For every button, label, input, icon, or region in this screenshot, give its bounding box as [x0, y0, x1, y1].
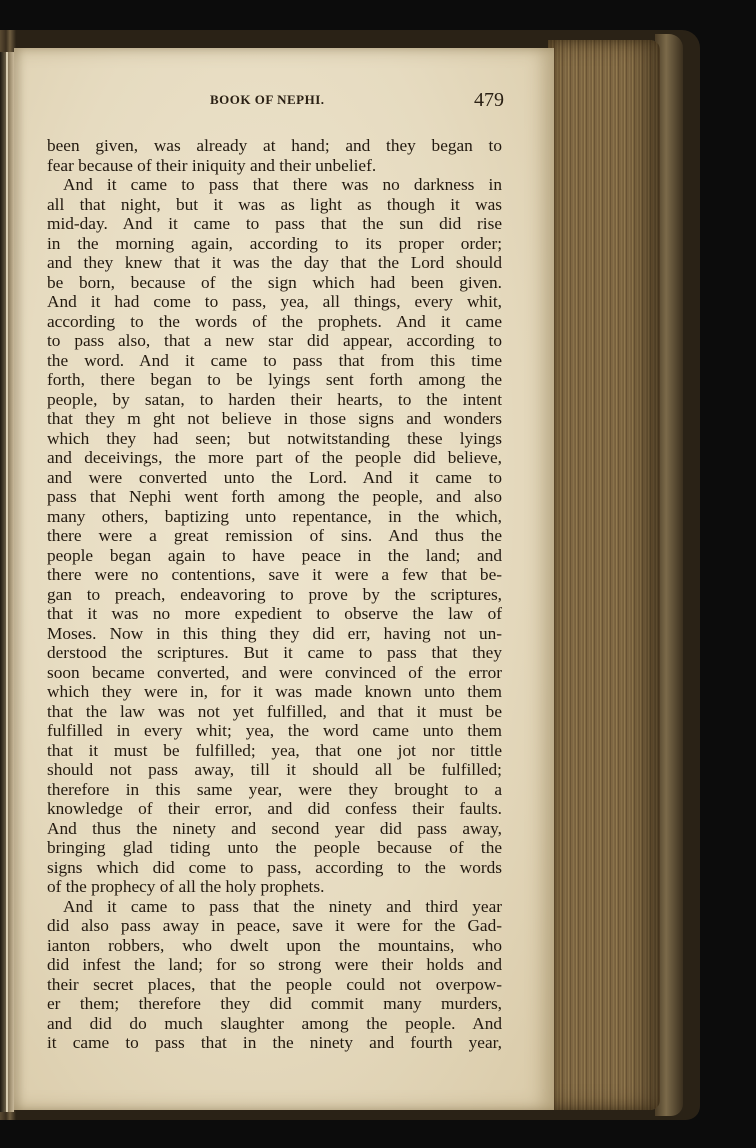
text-line: and did do much slaughter among the people. And [47, 1013, 502, 1033]
text-line: And it came to pass that there was no darkness in [63, 175, 502, 194]
text-line: the word. And it came to pass that from this time [47, 350, 502, 370]
text-line: it came to pass that in the ninety and fourth year, [47, 1033, 502, 1052]
text-line: and they knew that it was the day that the Lord should [47, 253, 502, 272]
text-line: there were a great remission of sins. And thus the [47, 526, 502, 545]
text-line: and deceivings, the more part of the people did believe, [47, 448, 502, 467]
text-line: that it must be fulfilled; yea, that one jot nor tittle [47, 740, 502, 760]
text-line: fulfilled in every whit; yea, the word came unto them [47, 721, 502, 740]
text-line: soon became converted, and were convinced of the error [47, 662, 502, 682]
text-line: signs which did come to pass, according to the words [47, 857, 502, 877]
text-line: And it came to pass that the ninety and third year [63, 896, 502, 916]
text-line: did also pass away in peace, save it were for the Gad- [47, 916, 502, 935]
page-fore-edge [548, 40, 660, 1110]
text-line: been given, was already at hand; and they began to [47, 136, 502, 155]
text-line: in the morning again, according to its proper order; [47, 233, 502, 253]
text-line: that the law was not yet fulfilled, and that it must be [47, 701, 502, 721]
text-line: pass that Nephi went forth among the people, and also [47, 487, 502, 506]
text-line: many others, baptizing unto repentance, in the which, [47, 506, 502, 526]
text-line: And it had come to pass, yea, all things, every whit, [47, 292, 502, 311]
page-number: 479 [474, 89, 504, 111]
text-line: of the prophecy of all the holy prophets. [47, 877, 325, 896]
text-line: all that night, but it was as light as though it was [47, 194, 502, 214]
text-line: their secret places, that the people could not overpow- [47, 974, 502, 994]
text-line: there were no contentions, save it were a few that be- [47, 565, 502, 584]
text-line: should not pass away, till it should all be fulfilled; [47, 760, 502, 779]
text-line: people began again to have peace in the land; and [47, 545, 502, 565]
text-line: gan to preach, endeavoring to prove by the scriptures, [47, 584, 502, 604]
text-line: fear because of their iniquity and their unbelief. [47, 155, 377, 175]
text-line: ianton robbers, who dwelt upon the mountains, who [47, 935, 502, 955]
text-line: er them; therefore they did commit many murders, [47, 994, 502, 1013]
text-line: forth, there began to be lyings sent forth among the [47, 370, 502, 389]
text-line: therefore in this same year, were they brought to a [47, 779, 502, 799]
text-line: knowledge of their error, and did confess their faults. [47, 799, 502, 818]
text-line: did infest the land; for so strong were their holds and [47, 955, 502, 974]
text-line: which they had seen; but notwitstanding these lyings [47, 428, 502, 448]
text-line: according to the words of the prophets. And it came [47, 311, 502, 331]
text-line: that they m ght not believe in those signs and wonders [47, 409, 502, 428]
text-line: to pass also, that a new star did appear, according to [47, 331, 502, 350]
text-line: be born, because of the sign which had been given. [47, 272, 502, 292]
text-line: and were converted unto the Lord. And it came to [47, 467, 502, 487]
text-line: mid-day. And it came to pass that the sun did rise [47, 214, 502, 233]
text-line: And thus the ninety and second year did pass away, [47, 818, 502, 838]
text-line: that it was no more expedient to observe the law of [47, 604, 502, 623]
body-text [47, 136, 502, 1053]
gutter-line [6, 52, 8, 1112]
text-line: bringing glad tiding unto the people because of the [47, 838, 502, 857]
text-line: which they were in, for it was made known unto them [47, 682, 502, 701]
text-line: people, by satan, to harden their hearts, to the intent [47, 389, 502, 409]
text-line: Moses. Now in this thing they did err, having not un- [47, 623, 502, 643]
running-head: BOOK OF NEPHI. [210, 92, 325, 107]
text-line: derstood the scriptures. But it came to pass that they [47, 643, 502, 662]
